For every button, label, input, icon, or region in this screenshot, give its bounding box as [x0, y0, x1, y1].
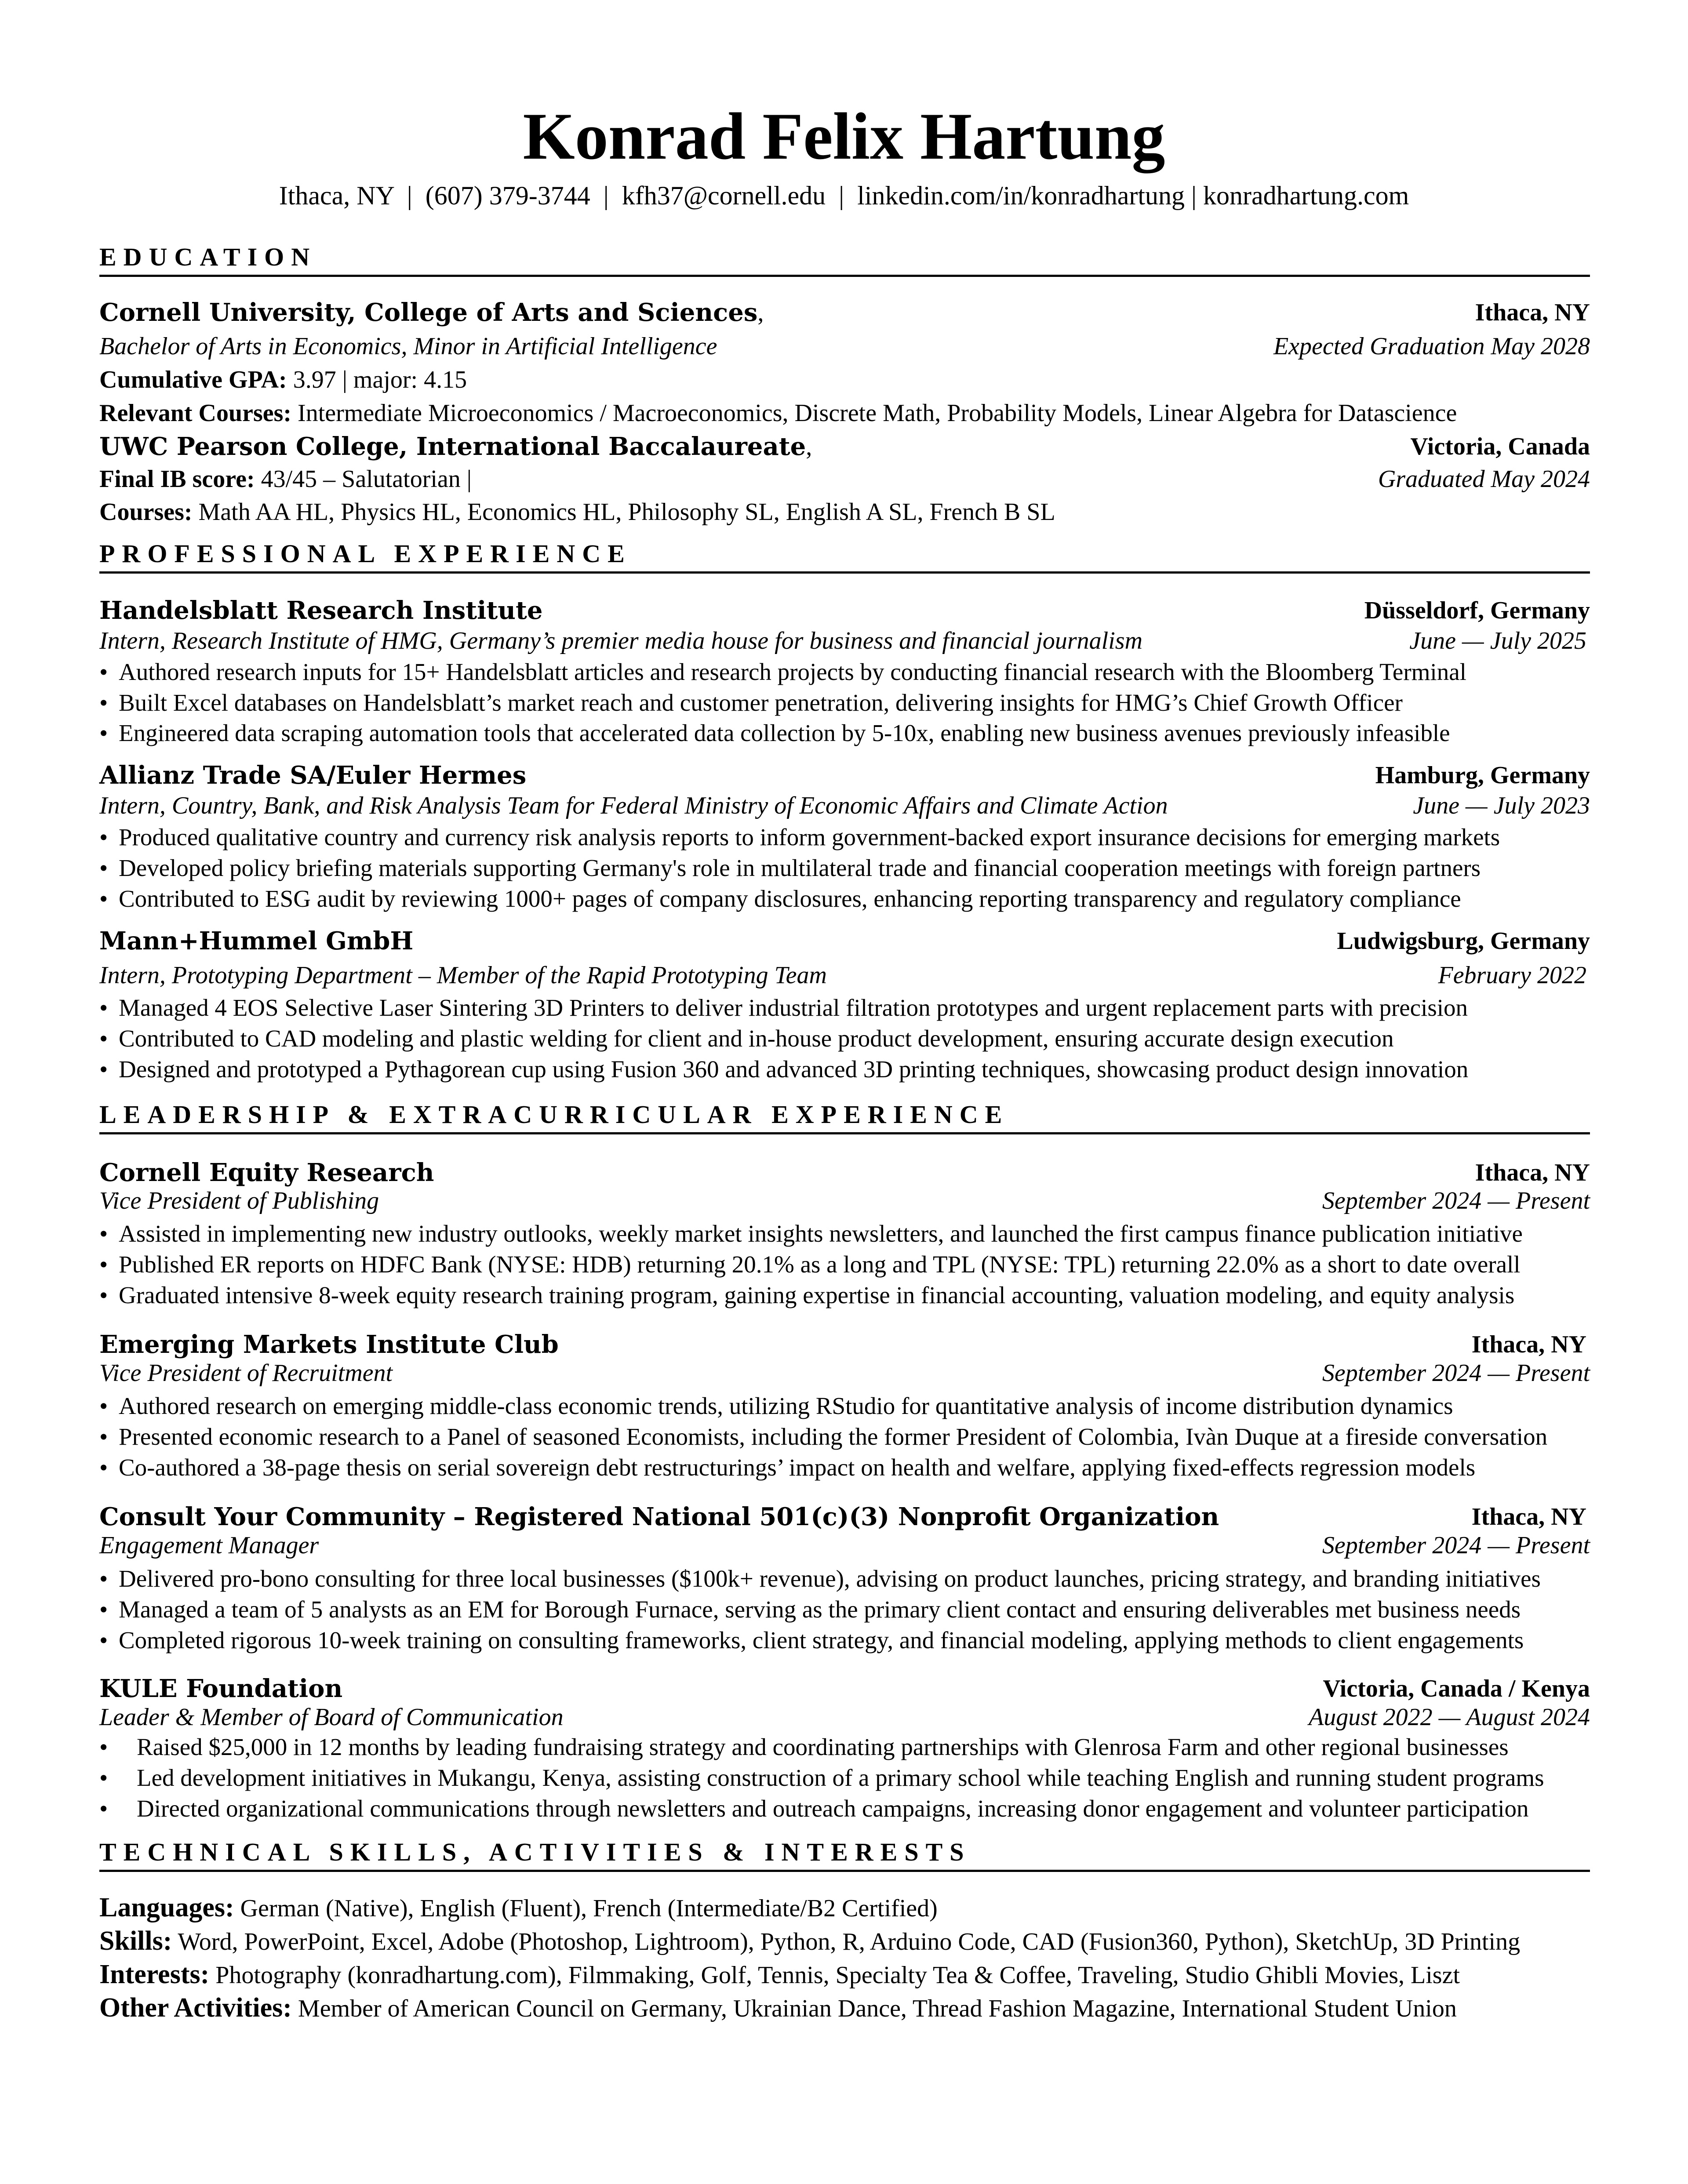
organization-location: Victoria, Canada / Kenya — [1323, 1675, 1590, 1702]
section-skills — [99, 1835, 1590, 1872]
role-bullet: • Authored research on emerging middle-class economic trends, utilizing RStudio for quantitative analysis of income distribution dynamics — [99, 1392, 1453, 1419]
courses-label: Courses: — [99, 498, 193, 526]
role-date: September 2024 — Present — [1322, 1532, 1590, 1559]
school-location: Victoria, Canada — [1410, 433, 1590, 460]
employer-name: Mann+Hummel GmbH — [99, 927, 414, 956]
role-title: Vice President of Recruitment — [99, 1359, 393, 1387]
section-experience — [99, 536, 1590, 574]
role-date: September 2024 — Present — [1322, 1187, 1590, 1214]
courses-label: Relevant Courses: — [99, 400, 292, 427]
role-bullet: • Co-authored a 38-page thesis on serial sovereign debt restructurings’ impact on health and welfare, applying fixed-effects regression models — [99, 1454, 1476, 1481]
school-name: Cornell University, College of Arts and Sciences — [99, 298, 758, 327]
role-bullet: • Graduated intensive 8-week equity research training program, gaining expertise in financial accounting, valuation modeling, and equity analysis — [99, 1282, 1515, 1308]
role-bullet: • Led development initiatives in Mukangu, Kenya, assisting construction of a primary school while teaching English and running student programs — [99, 1764, 1544, 1791]
job-bullet: • Contributed to ESG audit by reviewing 1000+ pages of company disclosures, enhancing reporting transparency and regulatory compliance — [99, 885, 1461, 912]
job-bullet: • Managed 4 EOS Selective Laser Sintering 3D Printers to deliver industrial filtration prototypes and urgent replacement parts with precision — [99, 994, 1468, 1021]
graduation-date: Graduated May 2024 — [1378, 465, 1590, 493]
contact-location: Ithaca, NY — [279, 181, 394, 210]
role-bullet: • Assisted in implementing new industry outlooks, weekly market insights newsletters, and launched the first campus finance publication initiative — [99, 1220, 1523, 1247]
role-date: August 2022 — August 2024 — [1309, 1704, 1590, 1731]
job-bullet: • Engineered data scraping automation tools that accelerated data collection by 5-10x, enabling new business avenues previously infeasible — [99, 720, 1450, 746]
section-title-leadership: LEADERSHIP & EXTRACURRICULAR EXPERIENCE — [99, 1097, 1590, 1134]
section-title-education: EDUCATION — [99, 240, 1590, 277]
role-title: Vice President of Publishing — [99, 1187, 379, 1214]
skills-skills: Skills: Word, PowerPoint, Excel, Adobe (Photoshop, Lightroom), Python, R, Arduino Code, CAD (Fusion360, Python), SketchUp, 3D Printing — [99, 1926, 1521, 1956]
job-bullet: • Built Excel databases on Handelsblatt’s market reach and customer penetration, delivering insights for HMG’s Chief Growth Officer — [99, 689, 1403, 716]
role-bullet: • Managed a team of 5 analysts as an EM for Borough Furnace, serving as the primary client contact and ensuring deliverables met business needs — [99, 1596, 1521, 1623]
organization-name: KULE Foundation — [99, 1674, 343, 1703]
job-bullet: • Authored research inputs for 15+ Handelsblatt articles and research projects by conducting financial research with the Bloomberg Terminal — [99, 658, 1466, 685]
job-role: Intern, Prototyping Department – Member of the Rapid Prototyping Team — [99, 962, 827, 989]
graduation-date: Expected Graduation May 2028 — [1273, 333, 1590, 360]
section-title-experience: PROFESSIONAL EXPERIENCE — [99, 536, 1590, 574]
role-bullet: • Completed rigorous 10-week training on consulting frameworks, client strategy, and financial modeling, applying methods to client engagements — [99, 1627, 1524, 1653]
contact-line: Ithaca, NY | (607) 379-3744 | kfh37@cornell.edu | linkedin.com/in/konradhartung | konradhartung.com — [279, 181, 1409, 210]
role-bullet: • Presented economic research to a Panel of seasoned Economists, including the former President of Colombia, Ivàn Duque at a fireside conversation — [99, 1423, 1548, 1450]
skills-other-activities: Other Activities: Member of American Council on Germany, Ukrainian Dance, Thread Fashion Magazine, International Student Union — [99, 1993, 1457, 2023]
employer-name: Handelsblatt Research Institute — [99, 596, 543, 625]
contact-phone: (607) 379-3744 — [425, 181, 590, 210]
job-role: Intern, Country, Bank, and Risk Analysis Team for Federal Ministry of Economic Affairs and Climate Action — [99, 792, 1168, 819]
role-bullet: • Published ER reports on HDFC Bank (NYSE: HDB) returning 20.1% as a long and TPL (NYSE: TPL) returning 22.0% as a short to date overall — [99, 1251, 1521, 1278]
role-bullet: • Directed organizational communications through newsletters and outreach campaigns, increasing donor engagement and volunteer participation — [99, 1795, 1529, 1822]
section-leadership — [99, 1097, 1590, 1134]
role-title: Engagement Manager — [99, 1532, 319, 1559]
section-education — [99, 240, 1590, 277]
job-bullet: • Contributed to CAD modeling and plastic welding for client and in-house product development, ensuring accurate design execution — [99, 1025, 1394, 1052]
role-bullet: • Raised $25,000 in 12 months by leading fundraising strategy and coordinating partnerships with Glenrosa Farm and other regional businesses — [99, 1733, 1509, 1760]
employer-name: Allianz Trade SA/Euler Hermes — [99, 761, 527, 790]
job-role: Intern, Research Institute of HMG, Germany’s premier media house for business and financial journalism — [99, 627, 1143, 654]
skills-languages: Languages: German (Native), English (Fluent), French (Intermediate/B2 Certified) — [99, 1893, 938, 1922]
school-location: Ithaca, NY — [1475, 299, 1590, 326]
organization-location: Ithaca, NY — [1471, 1503, 1586, 1530]
job-date: February 2022 — [1438, 962, 1586, 989]
ib-score-value: 43/45 – Salutatorian | — [261, 465, 472, 493]
section-title-skills: TECHNICAL SKILLS, ACTIVITIES & INTERESTS — [99, 1835, 1590, 1872]
organization-name: Emerging Markets Institute Club — [99, 1330, 559, 1359]
organization-name: Cornell Equity Research — [99, 1158, 434, 1187]
role-title: Leader & Member of Board of Communication — [99, 1704, 564, 1731]
contact-linkedin[interactable]: linkedin.com/in/konradhartung — [857, 181, 1185, 210]
resume-page: Konrad Felix Hartung Ithaca, NY | (607) 379-3744 | kfh37@cornell.edu | linkedin.com/in/konradhartung | konradhartung.com EDUCATION Cornell University, College of Arts and Sciences, Ithaca, NY Bachelor of Arts in Economics, Minor in Artificial Intelligence Expected Graduation May 2028 Cumulative GPA: 3.97 | major: 4.15 Relevant Courses: Intermediate Microeconomics / Macroeconomics, Discrete Math, Probability Models, Linear Algebra for Datascience UWC Pearson College, International Baccalaureate, Victoria, Canada Final IB score: 43/45 – Salutatorian | Graduated May 2024 Courses: Math AA HL, Physics HL, Economics HL, Philosophy SL, English A SL, French B SL PROFESSIONAL EXPERIENCE Handelsblatt Research Institute Düsseldorf, Germany Intern, Research Institute of HMG, Germany’s premier media house for business and financial journalism June — July 2025 • Authored research inputs for 15+ Handelsblatt articles and research projects by conducting financial research with the Bloomberg Terminal • Built Excel databases on Handelsblatt’s market reach and customer penetration, delivering insights for HMG’s Chief Growth Officer • Engineered data scraping automation tools that accelerated data collection by 5-10x, enabling new business avenues previously infeasible Allianz Trade SA/Euler Hermes Hamburg, Germany Intern, Country, Bank, and Risk Analysis Team for Federal Ministry of Economic Affairs and Climate Action June — July 2023 • Produced qualitative country and currency risk analysis reports to inform government-backed export insurance decisions for emerging markets • Developed policy briefing materials supporting Germany's role in multilateral trade and financial cooperation meetings with foreign partners • Contributed to ESG audit by reviewing 1000+ pages of company disclosures, enhancing reporting transparency and regulatory compliance Mann+Hummel GmbH Ludwigsburg, Germany Intern, Prototyping Department – Member of the Rapid Prototyping Team February 2022 • Managed 4 EOS Selective Laser Sintering 3D Printers to deliver industrial filtration prototypes and urgent replacement parts with precision • Contributed to CAD modeling and plastic welding for client and in-house product development, ensuring accurate design execution • Designed and prototyped a Pythagorean cup using Fusion 360 and advanced 3D printing techniques, showcasing product design innovation LEADERSHIP & EXTRACURRICULAR EXPERIENCE Cornell Equity Research Ithaca, NY Vice President of Publishing September 2024 — Present • Assisted in implementing new industry outlooks, weekly market insights newsletters, and launched the first campus finance publication initiative • Published ER reports on HDFC Bank (NYSE: HDB) returning 20.1% as a long and TPL (NYSE: TPL) returning 22.0% as a short to date overall • Graduated intensive 8-week equity research training program, gaining expertise in financial accounting, valuation modeling, and equity analysis Emerging Markets Institute Club Ithaca, NY Vice President of Recruitment September 2024 — Present • Authored research on emerging middle-class economic trends, utilizing RStudio for quantitative analysis of income distribution dynamics • Presented economic research to a Panel of seasoned Economists, including the former President of Colombia, Ivàn Duque at a fireside conversation • Co-authored a 38-page thesis on serial sovereign debt restructurings’ impact on health and welfare, applying fixed-effects regression models Consult Your Community – Registered National 501(c)(3) Nonprofit Organization Ithaca, NY Engagement Manager September 2024 — Present • Delivered pro-bono consulting for three local businesses ($100k+ revenue), advising on product launches, pricing strategy, and branding initiatives • Managed a team of 5 analysts as an EM for Borough Furnace, serving as the primary client contact and ensuring deliverables met business needs • Completed rigorous 10-week training on consulting frameworks, client strategy, and financial modeling, applying methods to client engagements KULE Foundation Victoria, Canada / Kenya Leader & Member of Board of Communication August 2022 — August 2024 • Raised $25,000 in 12 months by leading fundraising strategy and coordinating partnerships with Glenrosa Farm and other regional businesses • Led development initiatives in Mukangu, Kenya, assisting construction of a primary school while teaching English and running student programs • Directed organizational communications through newsletters and outreach campaigns, increasing donor engagement and volunteer participation TECHNICAL SKILLS, ACTIVITIES & INTERESTS Languages: German (Native), English (Fluent), French (Intermediate/B2 Certified) Skills: Word, PowerPoint, Excel, Adobe (Photoshop, Lightroom), Python, R, Arduino Code, CAD (Fusion360, Python), SketchUp, 3D Printing Interests: Photography (konradhartung.com), Filmmaking, Golf, Tennis, Specialty Tea & Coffee, Traveling, Studio Ghibli Movies, Liszt Other Activities: Member of American Council on Germany, Ukrainian Dance, Thread Fashion Magazine, International Student Union — [0, 0, 1688, 2184]
contact-email[interactable]: kfh37@cornell.edu — [622, 181, 826, 210]
degree: Bachelor of Arts in Economics, Minor in Artificial Intelligence — [99, 333, 717, 360]
organization-location: Ithaca, NY — [1471, 1331, 1586, 1358]
gpa-label: Cumulative GPA: — [99, 366, 287, 393]
job-bullet: • Designed and prototyped a Pythagorean cup using Fusion 360 and advanced 3D printing techniques, showcasing product design innovation — [99, 1056, 1469, 1083]
job-bullet: • Produced qualitative country and currency risk analysis reports to inform government-backed export insurance decisions for emerging markets — [99, 824, 1500, 850]
role-bullet: • Delivered pro-bono consulting for three local businesses ($100k+ revenue), advising on product launches, pricing strategy, and branding initiatives — [99, 1565, 1541, 1592]
role-date: September 2024 — Present — [1322, 1359, 1590, 1387]
gpa-value: 3.97 | major: 4.15 — [293, 366, 467, 393]
organization-name: Consult Your Community – Registered National 501(c)(3) Nonprofit Organization — [99, 1502, 1219, 1531]
job-date: June — July 2023 — [1413, 792, 1590, 819]
contact-website[interactable]: konradhartung.com — [1203, 181, 1409, 210]
job-location: Hamburg, Germany — [1375, 762, 1590, 789]
courses-value: Math AA HL, Physics HL, Economics HL, Philosophy SL, English A SL, French B SL — [198, 498, 1055, 526]
ib-score-label: Final IB score: — [99, 465, 255, 493]
candidate-name: Konrad Felix Hartung — [523, 99, 1165, 173]
courses-value: Intermediate Microeconomics / Macroeconomics, Discrete Math, Probability Models, Linear Algebra for Datascience — [298, 400, 1457, 427]
job-location: Düsseldorf, Germany — [1364, 597, 1590, 624]
organization-location: Ithaca, NY — [1475, 1159, 1590, 1186]
job-date: June — July 2025 — [1409, 627, 1586, 654]
job-location: Ludwigsburg, Germany — [1337, 927, 1590, 955]
job-bullet: • Developed policy briefing materials supporting Germany's role in multilateral trade and financial cooperation meetings with foreign partners — [99, 854, 1481, 881]
skills-interests: Interests: Photography (konradhartung.com), Filmmaking, Golf, Tennis, Specialty Tea & Coffee, Traveling, Studio Ghibli Movies, Liszt — [99, 1959, 1460, 1989]
school-name: UWC Pearson College, International Baccalaureate — [99, 432, 806, 461]
